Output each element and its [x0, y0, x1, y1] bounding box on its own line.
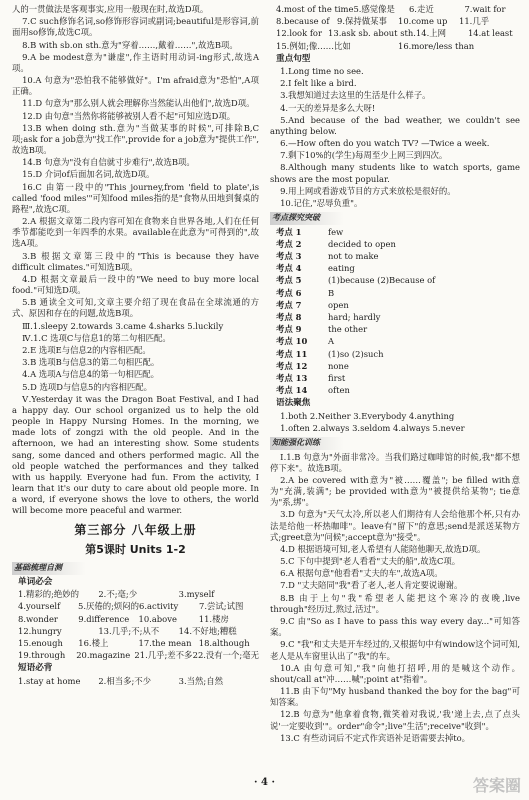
word-item: 6.activity: [139, 601, 179, 612]
exercise-answer: 7.D "丈夫陪同"我"看了老人,老人肯定要说谢谢。: [280, 580, 463, 591]
answer-paragraph: 14.B 句意为"没有自信就寸步难行",故选B项。: [22, 157, 195, 168]
essay-paragraph: Ⅴ.Yesterday it was the Dragon Boat Festival, and I had a happy day. Our school organized us to help the old people in Happy Nursing Homes. In the morning, we made lots of zongzi with the old people. And in the afternoon, we had an interesting show. Some students sang, some danced and others performed magic. All the old people watched the performances and they talked with us happily. Everyone had fun. From the activity, I learn that it's our duty to care about old people more. In a word, if everyone shows the love to others, the world will become more peaceful and warmer.: [12, 393, 259, 516]
left-paragraphs: [12, 4, 259, 517]
phrase-item: 16.more/less than: [398, 40, 475, 51]
phrase-item: 13.ask sb. about sth.: [328, 28, 416, 39]
phrase-item: 6.走近: [408, 4, 434, 14]
phrase-item: 1.stay at home: [18, 675, 81, 686]
word-item: 15.enough: [18, 637, 63, 648]
word-item: 16.楼上: [78, 637, 109, 648]
phrase-item: 11.几乎: [459, 16, 490, 27]
exercise-answer: 8.B 由于上句"我"希望老人能把这个寒冷的夜晚,live through"经历过,熬过,活过"。: [270, 592, 520, 614]
word-item: 12.hungry: [18, 625, 62, 636]
exam-point-answer: first: [328, 372, 346, 383]
answer-paragraph: 16.C 由第一段中的"This journey,from 'field to plate',is called 'food miles'"可知food miles指的是"食物从田地到餐桌的路程",故选C项。: [12, 181, 259, 214]
word-item: 1.精彩的;绝妙的: [18, 589, 80, 600]
answer-paragraph: 9.A be modest意为"谦虚",作主语时用动词-ing形式,故选A项。: [12, 51, 259, 73]
exam-point-row: [276, 263, 520, 274]
exercise-answer: 2.A be covered with意为"被……覆盖"; be filled with意为"充满,装满"; be provided with意为"被提供给某物"; tie意为"系,绑"。: [270, 474, 520, 508]
phrase-item: 8.because of: [276, 16, 330, 27]
answer-paragraph: 3.B 根据文章第三段中的"This is because they have difficult climates."可知选B项。: [12, 250, 259, 272]
sentence-item: 7.剩下10%的(学生)每周至少上网三到四次。: [280, 150, 448, 161]
phrase-item: 14.上网: [415, 28, 446, 39]
exam-point-answer: eating: [328, 263, 355, 274]
exam-point-row: [276, 385, 520, 396]
phrase-row: [276, 16, 520, 27]
section-band-exam-points: 考点探究突破: [270, 212, 344, 225]
answer-paragraph: Ⅳ.1.C 选项C与信息1的第二句相匹配。: [22, 332, 171, 343]
answer-paragraph: 2.E 选项E与信息2的内容相匹配。: [22, 344, 151, 355]
right-column: [270, 4, 520, 745]
exam-point-label: 考点 3: [276, 251, 302, 262]
exam-point-label: 考点 7: [276, 299, 302, 310]
exam-point-label: 考点 14: [276, 385, 308, 396]
exam-point-label: 考点 1: [276, 226, 302, 237]
answer-paragraph: 13.B when doing sth.意为"当做某事的时候",可排除B,C项;ask for a job意为"找工作",provide for a job意为"提供工作",故选B项。: [12, 122, 259, 156]
grammar-line: 1.often 2.always 3.seldom 4.always 5.never: [280, 422, 465, 433]
exam-point-label: 考点 11: [276, 348, 308, 359]
exam-point-row: [276, 324, 520, 335]
answer-paragraph: 15.D 介词of后面加名词,故选D项。: [22, 169, 155, 180]
sentence-item: 2.I felt like a bird.: [280, 78, 357, 89]
exam-point-row: [276, 251, 520, 262]
answer-paragraph: 4.A 选项A与信息4的第一句相匹配。: [22, 369, 160, 380]
word-item: 9.difference: [78, 613, 130, 624]
answer-paragraph: 12.D 由句意"当然你将能够被别人看不起"可知应选D项。: [22, 110, 236, 121]
exam-point-answer: few: [328, 226, 344, 237]
exam-point-label: 考点 13: [276, 372, 308, 383]
phrase-row: [276, 4, 520, 15]
word-item: 19.through: [18, 650, 66, 661]
exercise-answer: 4.D 根据语境可知,老人希望有人能陪他聊天,故选D项。: [280, 543, 486, 554]
phrase-row: [276, 41, 520, 52]
left-column: [12, 4, 259, 688]
phrase-item: 14.at least: [467, 28, 513, 39]
exam-point-label: 考点 8: [276, 312, 302, 322]
subheading-phrases: 短语必背: [18, 663, 53, 674]
answer-paragraph: 人的一贯做法是客观事实,应用一般现在时,故选D项。: [12, 4, 209, 14]
exam-point-row: [276, 300, 520, 311]
exam-point-label: 考点 4: [276, 263, 302, 274]
word-row: [18, 614, 259, 625]
word-row: [18, 650, 259, 661]
word-item: 14.不好地;糟糕: [178, 625, 237, 636]
exercise-answer: 9.C "我"和丈夫是开车经过的,又根据句中有window这个词可知,老人是从车窗里认出了"我"的车。: [270, 639, 520, 661]
sentence-item: 4.一天的差异是多么大呀!: [280, 102, 376, 113]
word-item: 5.厌倦的;烦闷的: [77, 601, 140, 612]
word-item: 17.the mean: [138, 637, 192, 648]
exercise-answer: 3.D 句意为"天气太冷,所以老人们期待有人会给他那个杯,只有办法是给他一杯热咖啡"。leave有"留下"的意思;send是派送某物方式;greet意为"问候";accept意为"接受"。: [270, 509, 520, 542]
phrase-item: 2.相当多;不少: [98, 675, 152, 686]
phrase-item: 5.感觉像是: [353, 4, 395, 14]
exam-point-row: [276, 336, 520, 347]
exercise-answer: Ⅰ.1.B 句意为"外面非常冷。当我们路过咖啡馆的时候,我"都不想停下来"。故选B项。: [270, 451, 520, 473]
exam-point-answer: decided to open: [328, 238, 396, 249]
watermark-logo: 答案圈: [472, 775, 521, 795]
exam-point-label: 考点 10: [276, 336, 308, 347]
word-item: 10.above: [138, 613, 177, 624]
section-title: 第三部分 八年级上册: [74, 522, 197, 537]
subheading-sentences: 重点句型: [276, 53, 311, 64]
answer-paragraph: 5.B 通读全文可知,文章主要介绍了现在食品在全球流通的方式、原因和存在的问题,故选B项。: [12, 297, 259, 319]
exercise-answer: 5.C 下句中提到"老人看看"丈夫的船",故选C项。: [280, 556, 461, 567]
answer-paragraph: 8.B with sb.on sth.意为"穿着……,戴着……",故选B项。: [22, 39, 238, 50]
exam-point-row: [276, 373, 520, 384]
exam-point-answer: hard; hardly: [328, 312, 381, 322]
sentence-item: 8.Although many students like to watch sports, game shows are the most popular.: [270, 162, 520, 184]
word-item: 3.myself: [178, 589, 215, 600]
exam-point-answer: not to make: [328, 251, 379, 262]
word-item: 13.几乎;不;从不: [98, 625, 160, 636]
sentence-item: 6.—How often do you watch TV? —Twice a week.: [280, 138, 490, 149]
exam-point-answer: B: [328, 287, 335, 298]
exercise-answer: 10.A 由句意可知,"我"向他打招呼,用的是喊这个动作。shout/call at"冲……喊";point at"指着"。: [270, 662, 520, 684]
answer-paragraph: 10.A 句意为"恐怕我不能够做好"。I'm afraid意为"恐怕",A项正确。: [12, 75, 259, 97]
exam-point-label: 考点 2: [276, 238, 302, 249]
phrase-item: 15.例如;像……比如: [276, 40, 351, 51]
answer-paragraph: 7.C such修饰名词,so修饰形容词或副词;beautiful是形容词,前面用so修饰,故选C项。: [12, 16, 259, 38]
section-band-practice: 知能强化训练: [270, 437, 344, 450]
exercise-answer: 13.C 有些动词后不定式作宾语补足语需要去掉to。: [280, 732, 470, 743]
exam-point-label: 考点 9: [276, 324, 302, 335]
phrase-item: 7.wait for: [464, 4, 506, 14]
phrase-item: 3.当然;自然: [178, 675, 223, 686]
exam-point-row: [276, 361, 520, 372]
exam-point-row: [276, 227, 520, 238]
sentence-item: 10.记住,"忍辱负重"。: [280, 198, 363, 208]
word-item: 7.尝试;试图: [199, 601, 244, 612]
word-item: 8.wonder: [18, 613, 58, 624]
exam-point-answer: the other: [328, 324, 368, 335]
phrase-item: 12.look for: [276, 28, 322, 39]
word-row: [18, 601, 259, 612]
answer-paragraph: 5.D 选项D与信息5的内容相匹配。: [22, 381, 152, 392]
exam-point-answer: often: [328, 385, 350, 396]
phrase-row: [18, 676, 259, 687]
grammar-line: 1.both 2.Neither 3.Everybody 4.anything: [280, 410, 455, 421]
word-row: [18, 589, 259, 600]
word-row: [18, 626, 259, 637]
word-item: 22.没有一个;毫无: [192, 650, 259, 661]
phrase-item: 4.most of the time: [276, 4, 354, 14]
exam-point-row: [276, 288, 520, 299]
exam-point-answer: (1)so (2)such: [328, 348, 384, 359]
exam-point-row: [276, 239, 520, 250]
section-band-basics: 基础梳理自测: [12, 562, 86, 575]
exercise-answer: 11.B 由下句"My husband thanked the boy for the bag"可知答案。: [270, 686, 520, 708]
exercise-answer: 12.B 句意为"他拿着食物,微笑着对我说,'我'递上去,点了点头说'一定要收到'"。order"命令";live"生活";receive"收到"。: [270, 709, 520, 731]
answer-paragraph: 2.A 根据文章第二段内容可知在食物来自世界各地,人们在任何季节都能吃到一年四季的水果。available在此意为"可得到的",故选A项。: [12, 216, 259, 249]
word-item: 4.yourself: [18, 601, 61, 612]
phrase-item: 10.come up: [398, 16, 448, 27]
sentence-item: 1.Long time no see.: [280, 66, 364, 77]
sentence-item: 5.And because of the bad weather, we couldn't see anything below.: [270, 114, 520, 136]
unit-title: 第5课时 Units 1-2: [85, 542, 186, 556]
word-item: 18.although: [198, 637, 250, 648]
exam-point-label: 考点 5: [276, 275, 302, 286]
answer-paragraph: 11.D 句意为"那么别人就会理解你当然能认出他们",故选D项。: [22, 98, 255, 109]
exercise-answer: 6.A 根据句意"他看看"丈夫的车",故选A项。: [280, 568, 443, 579]
word-item: 20.magazine: [76, 650, 131, 661]
exam-point-row: [276, 349, 520, 360]
answer-paragraph: 3.B 选项B与信息3的第二句相匹配。: [22, 357, 160, 368]
subheading-vocabulary: 单词必会: [18, 576, 53, 587]
answer-paragraph: Ⅲ.1.sleepy 2.towards 3.came 4.sharks 5.luckily: [22, 320, 224, 331]
exam-point-row: [276, 312, 520, 323]
sentence-item: 3.我想知道过去这里的生活是什么样子。: [280, 90, 431, 101]
word-item: 11.楼房: [198, 613, 229, 624]
exam-point-answer: none: [328, 360, 349, 371]
word-item: 2.不;毫;少: [98, 589, 138, 600]
exam-point-answer: (1)because (2)Because of: [328, 275, 436, 286]
exercise-answer: 9.C 由"So as I have to pass this way every day..."可知答案。: [270, 616, 520, 638]
phrase-item: 9.保持做某事: [337, 16, 387, 27]
page-number: · 4 ·: [254, 777, 275, 788]
exam-point-row: [276, 275, 520, 286]
phrase-row: [276, 28, 520, 39]
exam-point-label: 考点 6: [276, 287, 302, 298]
word-row: [18, 638, 259, 649]
exam-point-answer: open: [328, 299, 349, 310]
answer-paragraph: 4.D 根据文章最后一段中的"We need to buy more local food."可知选D项。: [12, 273, 259, 296]
sentence-item: 9.用上网或看游戏节目的方式来放松是很好的。: [280, 185, 456, 196]
exam-point-answer: A: [328, 336, 335, 347]
word-item: 21.几乎;差不多: [134, 650, 193, 661]
subheading-grammar: 语法聚焦: [276, 398, 311, 409]
exam-point-label: 考点 12: [276, 360, 308, 371]
